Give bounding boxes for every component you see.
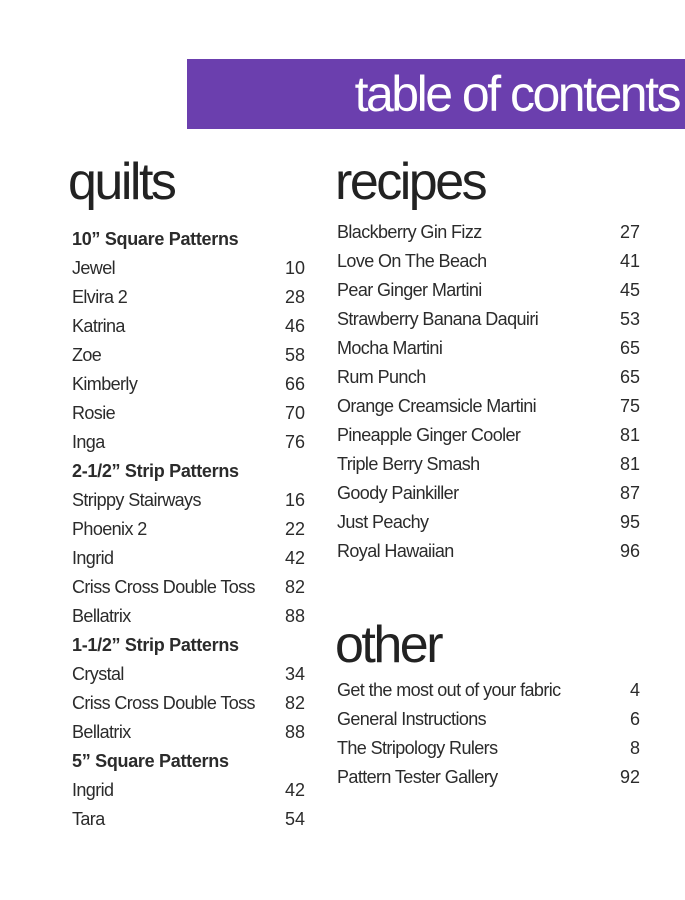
entry-title: Pattern Tester Gallery <box>337 767 498 787</box>
list-item <box>72 312 305 341</box>
list-item <box>72 428 305 457</box>
list-item <box>72 805 305 834</box>
entry-title: Mocha Martini <box>337 338 443 358</box>
list-item <box>337 705 640 734</box>
list-item <box>72 602 305 631</box>
entry-page-number: 70 <box>284 403 305 423</box>
entry-page-number: 65 <box>619 338 640 358</box>
entry-title: Royal Hawaiian <box>337 541 454 561</box>
list-item <box>337 218 640 247</box>
entry-title: Pineapple Ginger Cooler <box>337 425 521 445</box>
entry-page-number: 45 <box>619 280 640 300</box>
entry-title: Jewel <box>72 258 116 278</box>
list-item <box>337 363 640 392</box>
entry-title: The Stripology Rulers <box>337 738 498 758</box>
subsection-heading: 10” Square Patterns <box>72 229 239 249</box>
other-heading: other <box>335 616 442 674</box>
list-item <box>72 573 305 602</box>
entry-title: Just Peachy <box>337 512 429 532</box>
entry-page-number: 8 <box>629 738 640 758</box>
entry-page-number: 10 <box>284 258 305 278</box>
entry-page-number: 95 <box>619 512 640 532</box>
entry-page-number: 75 <box>619 396 640 416</box>
entry-page-number: 88 <box>284 606 305 626</box>
list-item <box>72 370 305 399</box>
list-item <box>337 763 640 792</box>
entry-title: Criss Cross Double Toss <box>72 577 255 597</box>
entry-page-number: 82 <box>284 577 305 597</box>
entry-title: Get the most out of your fabric <box>337 680 561 700</box>
list-item <box>72 660 305 689</box>
entry-title: Orange Creamsicle Martini <box>337 396 537 416</box>
entry-title: Bellatrix <box>72 606 131 626</box>
list-item <box>337 392 640 421</box>
entry-page-number: 46 <box>284 316 305 336</box>
entry-title: Tara <box>72 809 105 829</box>
entry-title: Blackberry Gin Fizz <box>337 222 482 242</box>
list-item <box>72 341 305 370</box>
entry-page-number: 92 <box>619 767 640 787</box>
entry-page-number: 96 <box>619 541 640 561</box>
entry-title: Bellatrix <box>72 722 131 742</box>
list-item <box>72 718 305 747</box>
entry-title: Inga <box>72 432 105 452</box>
entry-page-number: 27 <box>619 222 640 242</box>
list-item <box>337 305 640 334</box>
quilts-heading: quilts <box>68 153 175 211</box>
list-item <box>337 276 640 305</box>
entry-page-number: 22 <box>284 519 305 539</box>
list-item <box>72 486 305 515</box>
title-banner <box>187 59 685 129</box>
page-title: table of contents <box>354 66 679 122</box>
entry-title: General Instructions <box>337 709 487 729</box>
entry-page-number: 4 <box>629 680 640 700</box>
entry-page-number: 76 <box>284 432 305 452</box>
entry-title: Pear Ginger Martini <box>337 280 482 300</box>
entry-page-number: 66 <box>284 374 305 394</box>
list-item <box>337 508 640 537</box>
list-item <box>72 283 305 312</box>
entry-title: Ingrid <box>72 780 114 800</box>
entry-title: Katrina <box>72 316 125 336</box>
entry-title: Criss Cross Double Toss <box>72 693 255 713</box>
entry-title: Strawberry Banana Daquiri <box>337 309 539 329</box>
entry-page-number: 53 <box>619 309 640 329</box>
subsection-heading: 2-1/2” Strip Patterns <box>72 461 239 481</box>
list-item <box>337 537 640 566</box>
list-item <box>72 399 305 428</box>
entry-title: Phoenix 2 <box>72 519 147 539</box>
subsection-heading: 1-1/2” Strip Patterns <box>72 635 239 655</box>
entry-title: Elvira 2 <box>72 287 128 307</box>
entry-page-number: 54 <box>284 809 305 829</box>
entry-page-number: 6 <box>629 709 640 729</box>
list-item <box>72 254 305 283</box>
list-item <box>72 544 305 573</box>
recipes-heading: recipes <box>335 153 486 211</box>
entry-page-number: 42 <box>284 548 305 568</box>
list-item <box>72 689 305 718</box>
entry-page-number: 34 <box>284 664 305 684</box>
entry-page-number: 28 <box>284 287 305 307</box>
list-item <box>337 676 640 705</box>
entry-title: Strippy Stairways <box>72 490 201 510</box>
entry-page-number: 81 <box>619 454 640 474</box>
entry-title: Goody Painkiller <box>337 483 459 503</box>
entry-title: Kimberly <box>72 374 138 394</box>
entry-title: Rum Punch <box>337 367 426 387</box>
entry-page-number: 41 <box>619 251 640 271</box>
entry-title: Love On The Beach <box>337 251 487 271</box>
list-item <box>337 450 640 479</box>
list-item <box>72 776 305 805</box>
subsection-heading: 5” Square Patterns <box>72 751 229 771</box>
entry-page-number: 87 <box>619 483 640 503</box>
entry-page-number: 88 <box>284 722 305 742</box>
entry-title: Triple Berry Smash <box>337 454 480 474</box>
entry-title: Rosie <box>72 403 116 423</box>
entry-title: Crystal <box>72 664 124 684</box>
entry-page-number: 81 <box>619 425 640 445</box>
list-item <box>72 515 305 544</box>
entry-page-number: 82 <box>284 693 305 713</box>
entry-title: Ingrid <box>72 548 114 568</box>
list-item <box>337 421 640 450</box>
entry-page-number: 42 <box>284 780 305 800</box>
list-item <box>337 334 640 363</box>
entry-page-number: 16 <box>284 490 305 510</box>
entry-page-number: 58 <box>284 345 305 365</box>
entry-title: Zoe <box>72 345 102 365</box>
list-item <box>337 734 640 763</box>
list-item <box>337 479 640 508</box>
list-item <box>337 247 640 276</box>
entry-page-number: 65 <box>619 367 640 387</box>
